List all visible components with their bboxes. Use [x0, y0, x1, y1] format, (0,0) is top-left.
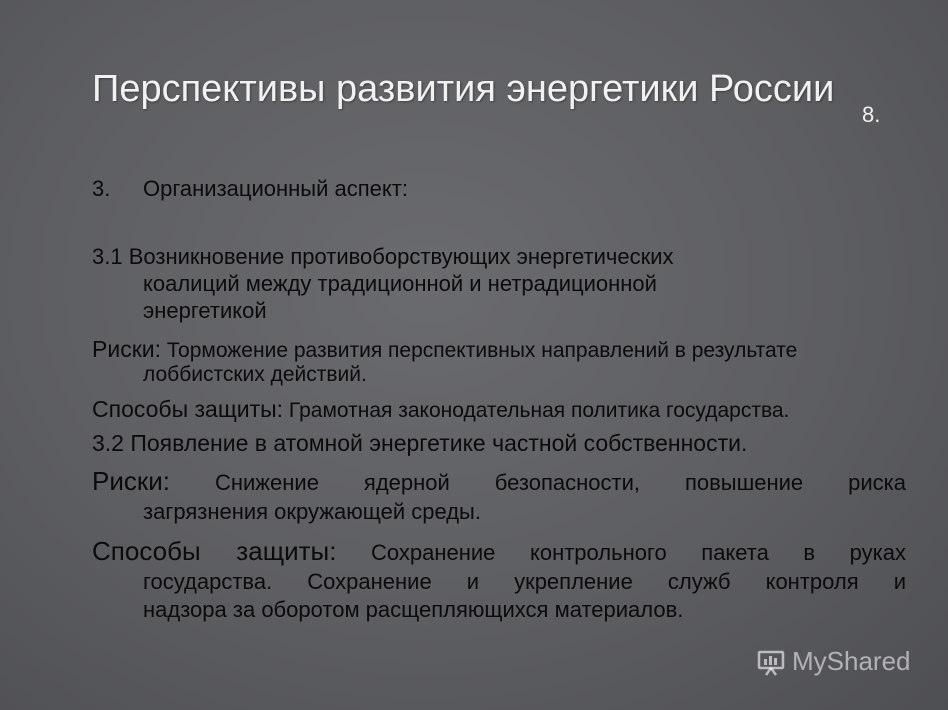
protection-2-line-1: Сохранение контрольного пакета в руках: [371, 540, 906, 565]
risks-1-line-2: лоббистских действий.: [143, 363, 367, 386]
item-31-line-2: коалиций между традиционной и нетрадиционной: [143, 271, 657, 296]
slide-title: Перспективы развития энергетики России: [92, 68, 835, 110]
item-32: 3.2 Появление в атомной энергетике частной собственности.: [92, 430, 748, 456]
protection-2-row-1: [92, 536, 906, 568]
protection-1: [92, 396, 789, 424]
watermark: [756, 646, 911, 677]
protection-2: [92, 536, 906, 568]
item-31-line-3: энергетикой: [143, 298, 267, 323]
risks-2-label: Риски:: [92, 466, 170, 496]
risks-1-text: Торможение развития перспективных направлений в результате: [161, 339, 798, 362]
risks-1-label: Риски:: [92, 336, 161, 362]
item-3: [92, 176, 110, 202]
item-3-label: Организационный аспект:: [143, 176, 408, 201]
protection-2-continued: [143, 568, 906, 624]
item-31-line-1: 3.1 Возникновение противоборствующих энергетических: [92, 244, 674, 269]
protection-2-line-2: государства. Сохранение и укрепление служб контроля и: [143, 569, 906, 594]
risks-2-line-2: загрязнения окружающей среды.: [143, 499, 481, 524]
risks-2: [92, 466, 906, 498]
page-number: 8.: [862, 102, 881, 127]
item-3-number: 3.: [92, 176, 111, 201]
watermark-text: MyShared: [792, 646, 911, 676]
protection-2-label: Способы защиты:: [92, 536, 337, 566]
protection-1-text: Грамотная законодательная политика государства.: [283, 399, 790, 422]
risks-1: [92, 336, 797, 364]
protection-2-line-3: надзора за оборотом расщепляющихся материалов.: [143, 597, 684, 622]
protection-1-label: Способы защиты:: [92, 396, 284, 422]
presentation-board-icon: [756, 647, 786, 677]
risks-2-row-1: [92, 466, 906, 498]
risks-2-line-1: Снижение ядерной безопасности, повышение риска: [214, 470, 906, 495]
